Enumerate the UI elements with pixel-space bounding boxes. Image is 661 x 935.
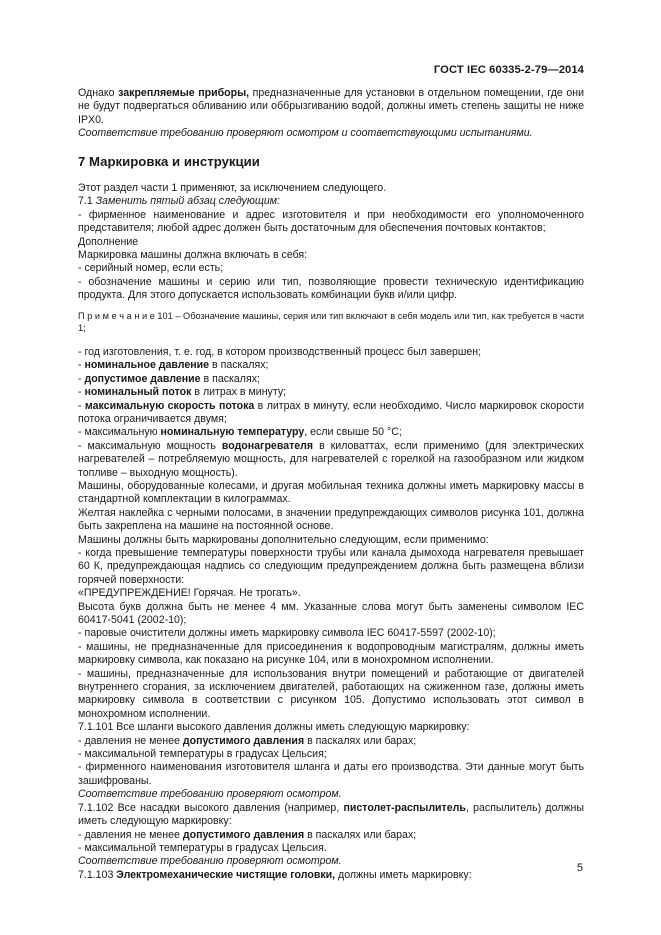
list-item: - серийный номер, если есть;	[78, 262, 224, 275]
list-item: - номинальное давление в паскалях;	[78, 359, 269, 372]
list-item: - фирменного наименования изготовителя шланга и даты его производства. Эти данные могут быть зашифрованы.	[78, 761, 584, 787]
clause-7-1-102: 7.1.102 Все насадки высокого давления (например, пистолет-распылитель, распылитель) должны иметь следующую маркировку:	[78, 801, 584, 828]
list-item: - максимальную мощность водонагревателя в киловаттах, если применимо (для электрических нагревателей – потребляемую мощность, для нагревателей с горелкой на газообразном или жидком топливе – выходную мощность).	[78, 439, 584, 479]
compliance-note: Соответствие требованию проверяют осмотром.	[78, 788, 342, 801]
page-content	[78, 87, 584, 882]
list-item: - паровые очистители должны иметь маркировку символа IEC 60417-5597 (2002-10);	[78, 627, 496, 640]
list-item: - номинальный поток в литрах в минуту;	[78, 386, 287, 399]
list-item: - допустимое давление в паскалях;	[78, 372, 260, 385]
list-item: - когда превышение температуры поверхности трубы или канала дымохода нагревателя превышает 60 К, предупреждающая надпись со следующим предупреждением должна быть размещена вблизи горячей поверхности:	[78, 546, 584, 586]
list-item: - давления не менее допустимого давления в паскалях или барах;	[78, 828, 417, 841]
note: П р и м е ч а н и е 101 – Обозначение машины, серия или тип включают в себя модель или тип, как требуется в части 1;	[78, 310, 584, 334]
list-item: - машины, предназначенные для использования внутри помещений и работающие от двигателей внутреннего сгорания, за исключением двигателей, работающих на сжиженном газе, должны иметь маркировку символа в соответствии с рисунком 105. Допустимо использовать этот символ в монохромном исполнении.	[78, 667, 584, 720]
list-item: - максимальной температуры в градусах Цельсия;	[78, 748, 327, 761]
clause-7-1: 7.1 Заменить пятый абзац следующим:	[78, 195, 280, 208]
compliance-note: Соответствие требованию проверяют осмотром и соответствующими испытаниями.	[78, 127, 533, 140]
clause-7-1-103: 7.1.103 Электромеханические чистящие головки, должны иметь маркировку:	[78, 868, 472, 881]
paragraph: Дополнение	[78, 235, 139, 248]
paragraph: Желтая наклейка с черными полосами, в значении предупреждающих символов рисунка 101, должна быть закреплена на машине на постоянной основе.	[78, 506, 584, 533]
paragraph: Однако закрепляемые приборы, предназначенные для установки в отдельном помещении, где они не будут подвергаться обливанию или оббрызгиванию водой, должны иметь степень защиты не ниже IPX0.	[78, 87, 584, 126]
list-item: - максимальную скорость потока в литрах в минуту, если необходимо. Число маркировок скорости потока ограничивается двумя;	[78, 399, 584, 425]
paragraph: Маркировка машины должна включать в себя:	[78, 249, 308, 262]
paragraph: Высота букв должна быть не менее 4 мм. Указанные слова могут быть заменены символом IEC 60417-5041 (2002-10);	[78, 600, 584, 626]
list-item: - максимальной температуры в градусах Цельсия.	[78, 841, 327, 854]
compliance-note: Соответствие требованию проверяют осмотром.	[78, 855, 342, 868]
paragraph: Этот раздел части 1 применяют, за исключением следующего.	[78, 182, 387, 195]
list-item: - давления не менее допустимого давления в паскалях или барах;	[78, 734, 417, 747]
document-id: ГОСТ IEC 60335-2-79—2014	[433, 64, 584, 76]
paragraph: - фирменное наименование и адрес изготовителя и при необходимости его уполномоченного представителя; любой адрес должен быть достаточным для обеспечения почтовых контактов;	[78, 208, 584, 235]
section-title: 7 Маркировка и инструкции	[78, 153, 260, 169]
paragraph: Машины, оборудованные колесами, и другая мобильная техника должны иметь маркировку массы в стандартной комплектации в килограммах.	[78, 479, 584, 506]
list-item: - машины, не предназначенные для присоединения к водопроводным магистралям, должны иметь маркировку символа, как показано на рисунке 104, или в монохромном исполнении.	[78, 640, 584, 667]
clause-7-1-101: 7.1.101 Все шланги высокого давления должны иметь следующую маркировку:	[78, 721, 470, 734]
list-item: - год изготовления, т. е. год, в котором производственный процесс был завершен;	[78, 345, 482, 358]
paragraph: Машины должны быть маркированы дополнительно следующим, если применимо:	[78, 533, 489, 546]
warning-text: «ПРЕДУПРЕЖДЕНИЕ! Горячая. Не трогать».	[78, 587, 301, 600]
list-item: - максимальную номинальную температуру, если свыше 50 °С;	[78, 426, 402, 439]
page-number: 5	[576, 862, 583, 874]
list-item: - обозначение машины и серию или тип, позволяющие провести техническую идентификацию продукта. Для этого допускается использовать комбинации букв и/или цифр.	[78, 275, 584, 302]
